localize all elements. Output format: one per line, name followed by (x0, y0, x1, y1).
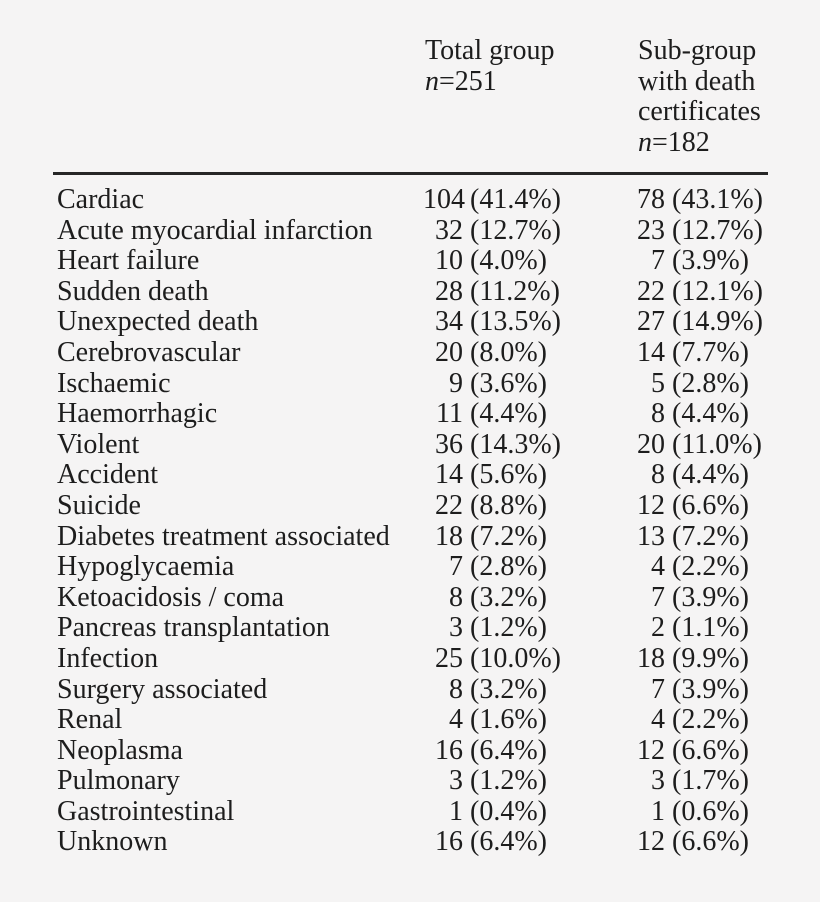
sub-percent: (2.2%) (672, 551, 749, 583)
sub-percent: (6.6%) (672, 734, 749, 766)
total-percent: (1.2%) (470, 765, 547, 797)
table-header (57, 36, 820, 158)
subgroup-cell (625, 583, 749, 614)
row-label: Suicide (57, 489, 141, 521)
total-group-cell (423, 705, 625, 736)
total-count: 3 (449, 612, 463, 644)
sub-count: 22 (637, 275, 665, 307)
row-label: Gastrointestinal (57, 795, 235, 827)
table-row (57, 522, 820, 553)
total-group-cell (423, 552, 625, 583)
sub-percent: (7.7%) (672, 336, 749, 368)
subgroup-cell (625, 552, 749, 583)
total-group-cell (423, 216, 625, 247)
total-percent: (6.4%) (470, 826, 547, 858)
subgroup-cell (625, 307, 763, 338)
subgroup-cell (625, 491, 749, 522)
table-row (57, 460, 820, 491)
n-value: =251 (439, 65, 497, 97)
sub-percent: (1.1%) (672, 612, 749, 644)
sub-percent: (2.8%) (672, 367, 749, 399)
n-symbol: n (638, 126, 652, 158)
total-percent: (4.4%) (470, 398, 547, 430)
row-label: Neoplasma (57, 734, 183, 766)
total-count: 16 (435, 826, 463, 858)
total-count: 18 (435, 520, 463, 552)
sub-percent: (12.7%) (672, 214, 763, 246)
row-label: Ketoacidosis / coma (57, 581, 285, 613)
total-group-title: Total group (425, 35, 555, 66)
subgroup-title-line3: certificates (638, 96, 761, 127)
sub-count: 1 (651, 795, 665, 827)
sub-count: 20 (637, 428, 665, 460)
total-group-cell (423, 399, 625, 430)
total-count: 36 (435, 428, 463, 460)
column-header-total-group (425, 36, 625, 158)
sub-percent: (0.6%) (672, 795, 749, 827)
table-row (57, 338, 820, 369)
total-group-cell (423, 797, 625, 828)
subgroup-cell (625, 460, 749, 491)
table-row (57, 369, 820, 400)
sub-count: 2 (651, 612, 665, 644)
sub-percent: (3.9%) (672, 581, 749, 613)
table-row (57, 583, 820, 614)
subgroup-cell (625, 369, 749, 400)
sub-count: 8 (651, 398, 665, 430)
total-group-cell (423, 736, 625, 767)
sub-count: 3 (651, 765, 665, 797)
total-percent: (5.6%) (470, 459, 547, 491)
table-row (57, 827, 820, 858)
total-count: 4 (449, 704, 463, 736)
subgroup-cell (625, 430, 762, 461)
subgroup-title-line1: Sub-group (638, 35, 757, 66)
total-percent: (41.4%) (470, 184, 561, 215)
total-group-cell (423, 766, 625, 797)
column-header-subgroup (625, 36, 761, 158)
sub-percent: (3.9%) (672, 245, 749, 277)
total-percent: (12.7%) (470, 214, 561, 246)
sub-count: 7 (651, 673, 665, 705)
total-percent: (1.6%) (470, 704, 547, 736)
table-row (57, 552, 820, 583)
sub-count: 12 (637, 826, 665, 858)
total-group-cell (423, 338, 625, 369)
total-count: 34 (435, 306, 463, 338)
total-group-cell (423, 430, 625, 461)
sub-count: 18 (637, 642, 665, 674)
total-percent: (11.2%) (470, 275, 560, 307)
row-label: Hypoglycaemia (57, 551, 235, 583)
total-count: 25 (435, 642, 463, 674)
sub-count: 12 (637, 734, 665, 766)
row-label: Haemorrhagic (57, 398, 218, 430)
table-row (57, 766, 820, 797)
subgroup-cell (625, 644, 749, 675)
subgroup-cell (625, 522, 749, 553)
total-count: 16 (435, 734, 463, 766)
row-label: Cerebrovascular (57, 336, 241, 368)
total-percent: (1.2%) (470, 612, 547, 644)
total-percent: (3.6%) (470, 367, 547, 399)
header-rule (53, 172, 768, 175)
table-row (57, 399, 820, 430)
sub-percent: (11.0%) (672, 428, 762, 460)
total-count: 22 (435, 489, 463, 521)
table-row (57, 736, 820, 767)
total-count: 28 (435, 275, 463, 307)
subgroup-cell (625, 338, 749, 369)
row-label: Acute myocardial infarction (57, 214, 373, 246)
total-count: 7 (449, 551, 463, 583)
table-row (57, 491, 820, 522)
total-group-cell (423, 246, 625, 277)
total-count: 9 (449, 367, 463, 399)
total-count: 8 (449, 673, 463, 705)
total-percent: (8.0%) (470, 336, 547, 368)
total-percent: (0.4%) (470, 795, 547, 827)
total-group-cell (423, 522, 625, 553)
sub-percent: (43.1%) (672, 184, 763, 215)
total-percent: (2.8%) (470, 551, 547, 583)
row-label: Ischaemic (57, 367, 171, 399)
table-row (57, 185, 820, 216)
total-percent: (3.2%) (470, 673, 547, 705)
total-percent: (7.2%) (470, 520, 547, 552)
sub-count: 13 (637, 520, 665, 552)
row-label: Renal (57, 704, 123, 736)
total-percent: (4.0%) (470, 245, 547, 277)
total-percent: (8.8%) (470, 489, 547, 521)
total-group-cell (423, 613, 625, 644)
total-group-cell (423, 277, 625, 308)
row-label: Infection (57, 642, 159, 674)
subgroup-cell (625, 675, 749, 706)
table-row (57, 246, 820, 277)
row-label: Violent (57, 428, 140, 460)
sub-count: 7 (651, 245, 665, 277)
sub-count: 14 (637, 336, 665, 368)
sub-count: 8 (651, 459, 665, 491)
total-count: 10 (435, 245, 463, 277)
total-group-cell (423, 460, 625, 491)
row-label: Pancreas transplantation (57, 612, 330, 644)
table-row (57, 277, 820, 308)
table-row (57, 675, 820, 706)
sub-percent: (1.7%) (672, 765, 749, 797)
total-count: 104 (423, 184, 465, 215)
sub-count: 7 (651, 581, 665, 613)
total-group-cell (423, 827, 625, 858)
subgroup-cell (625, 736, 749, 767)
sub-count: 23 (637, 214, 665, 246)
row-label: Heart failure (57, 245, 200, 277)
row-label: Accident (57, 459, 159, 491)
table-row (57, 797, 820, 828)
sub-count: 4 (651, 551, 665, 583)
table-row (57, 216, 820, 247)
total-group-cell (423, 583, 625, 614)
total-percent: (3.2%) (470, 581, 547, 613)
subgroup-cell (625, 766, 749, 797)
total-group-cell (423, 369, 625, 400)
total-group-cell (423, 675, 625, 706)
total-count: 20 (435, 336, 463, 368)
total-count: 32 (435, 214, 463, 246)
total-count: 3 (449, 765, 463, 797)
sub-percent: (4.4%) (672, 398, 749, 430)
total-count: 11 (436, 398, 463, 430)
sub-percent: (4.4%) (672, 459, 749, 491)
table-row (57, 307, 820, 338)
row-label: Unexpected death (57, 306, 259, 338)
total-percent: (14.3%) (470, 428, 561, 460)
total-percent: (6.4%) (470, 734, 547, 766)
subgroup-cell (625, 216, 763, 247)
sub-percent: (12.1%) (672, 275, 763, 307)
subgroup-cell (625, 185, 763, 216)
total-group-cell (423, 644, 625, 675)
subgroup-cell (625, 797, 749, 828)
sub-count: 4 (651, 704, 665, 736)
sub-percent: (6.6%) (672, 826, 749, 858)
row-label: Surgery associated (57, 673, 268, 705)
sub-percent: (14.9%) (672, 306, 763, 338)
sub-count: 12 (637, 489, 665, 521)
total-percent: (10.0%) (470, 642, 561, 674)
table-body (57, 185, 820, 858)
subgroup-cell (625, 399, 749, 430)
total-group-sample-size (425, 67, 625, 98)
sub-percent: (3.9%) (672, 673, 749, 705)
subgroup-cell (625, 277, 763, 308)
total-group-cell (423, 491, 625, 522)
total-count: 14 (435, 459, 463, 491)
subgroup-title-line2: with death (638, 65, 756, 97)
sub-count: 27 (637, 306, 665, 338)
subgroup-cell (625, 827, 749, 858)
table-row (57, 644, 820, 675)
row-label: Sudden death (57, 275, 209, 307)
sub-percent: (7.2%) (672, 520, 749, 552)
table-row (57, 613, 820, 644)
sub-percent: (2.2%) (672, 704, 749, 736)
sub-percent: (6.6%) (672, 489, 749, 521)
total-count: 8 (449, 581, 463, 613)
subgroup-sample-size (638, 128, 761, 159)
total-group-cell (423, 185, 625, 216)
row-label: Unknown (57, 826, 168, 858)
total-percent: (13.5%) (470, 306, 561, 338)
n-symbol: n (425, 65, 439, 97)
total-group-cell (423, 307, 625, 338)
sub-percent: (9.9%) (672, 642, 749, 674)
row-label: Cardiac (57, 184, 145, 215)
sub-count: 5 (651, 367, 665, 399)
subgroup-cell (625, 705, 749, 736)
subgroup-cell (625, 613, 749, 644)
subgroup-cell (625, 246, 749, 277)
row-label: Diabetes treatment associated (57, 520, 390, 552)
total-count: 1 (449, 795, 463, 827)
sub-count: 78 (637, 184, 665, 215)
row-label: Pulmonary (57, 765, 180, 797)
table-row (57, 705, 820, 736)
table-row (57, 430, 820, 461)
n-value: =182 (652, 126, 710, 158)
